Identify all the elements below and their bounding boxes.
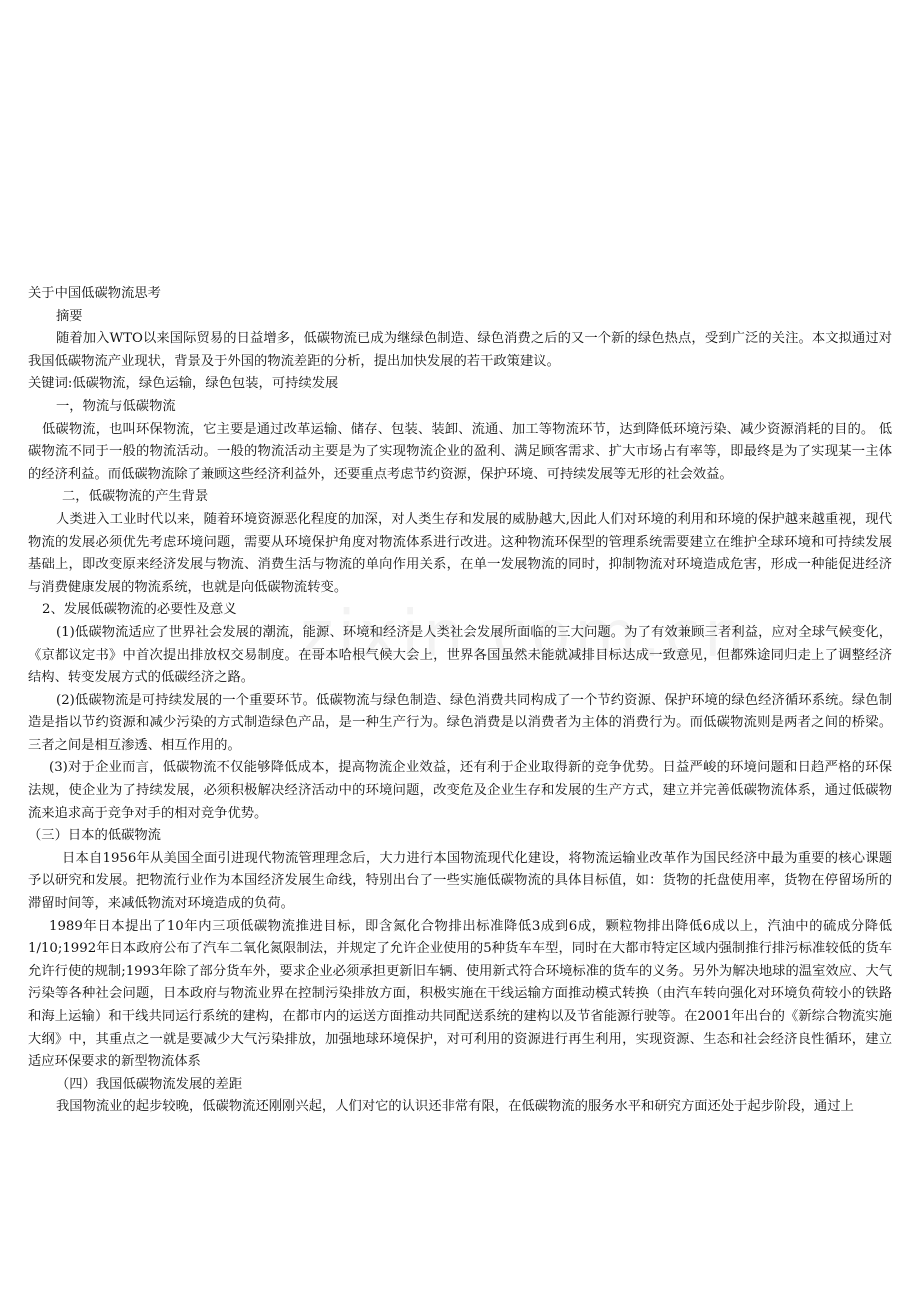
section-paragraph-2: 人类进入工业时代以来，随着环境资源恶化程度的加深，对人类生存和发展的威胁越大,因此人们对环境的利用和环境的保护越来越重视，现代物流的发展必须优先考虑环境问题，需要从环境保护角度对物流体系进行改进。这种物流环保型的管理系统需要建立在维护全球环境和可持续发展基础上，即改变原来经济发展与物流、消费生活与物流的单向作用关系，在单一发展物流的同时，抑制物流对环境造成危害，形成一种能促进经济与消费健康发展的物流系统，也就是向低碳物流转变。 — [28, 511, 892, 595]
china-paragraph-1: 我国物流业的起步较晚，低碳物流还刚刚兴起，人们对它的认识还非常有限，在低碳物流的服务水平和研究方面还处于起步阶段，通过上 — [56, 1099, 854, 1115]
abstract-paragraph: 随着加入WTO以来国际贸易的日益增多，低碳物流已成为继绿色制造、绿色消费之后的又一个新的绿色热点，受到广泛的关注。本文拟通过对我国低碳物流产业现状，背景及于外国的物流差距的分析，提出加快发展的若干政策建议。 — [28, 331, 892, 369]
document-body — [28, 283, 892, 1119]
abstract-heading: 摘要 — [56, 308, 83, 324]
keywords-line: 关键词:低碳物流，绿色运输，绿色包装，可持续发展 — [28, 376, 339, 392]
section-heading-5: （四）我国低碳物流发展的差距 — [56, 1076, 243, 1092]
point-paragraph-2: (2)低碳物流是可持续发展的一个重要环节。低碳物流与绿色制造、绿色消费共同构成了一个节约资源、保护环境的绿色经济循环系统。绿色制造是指以节约资源和减少污染的方式制造绿色产品，是一种生产行为。绿色消费是以消费者为主体的消费行为。而低碳物流则是两者之间的桥梁。三者之间是相互渗透、相互作用的。 — [28, 692, 892, 753]
document-title: 关于中国低碳物流思考 — [28, 286, 161, 301]
section-heading-2: 二，低碳物流的产生背景 — [62, 489, 209, 505]
japan-paragraph-2: 1989年日本提出了10年内三项低碳物流推进目标，即含氮化合物排出标准降低3成到6成，颗粒物排出降低6成以上，汽油中的硫成分降低1/10;1992年日本政府公布了汽车二氧化氮限制法，并规定了允许企业使用的5种货车车型，同时在大都市特定区域内强制推行排污标准较低的货车允许行使的规制;1993年除了部分货车外，要求企业必须承担更新旧车辆、使用新式符合环境标准的货车的义务。另外为解决地球的温室效应、大气污染等各种社会问题，日本政府与物流业界在控制污染排放方面，积极实施在干线运输方面推动模式转换（由汽车转向强化对环境负荷较小的铁路和海上运输）和干线共同运行系统的建构，在都市内的运送方面推动共同配送系统的建构以及节省能源行驶等。在2001年出台的《新综合物流实施大纲》中，其重点之一就是要减少大气污染排放，加强地球环境保护，对可利用的资源进行再生利用，实现资源、生态和社会经济良性循环，建立适应环保要求的新型物流体系 — [28, 918, 892, 1070]
point-paragraph-3: (3)对于企业而言，低碳物流不仅能够降低成本，提高物流企业效益，还有利于企业取得新的竞争优势。日益严峻的环境问题和日趋严格的环保法规，使企业为了持续发展，必须积极解决经济活动中的环境问题，改变危及企业生存和发展的生产方式，建立并完善低碳物流体系，通过低碳物流来追求高于竞争对手的相对竞争优势。 — [28, 760, 892, 821]
section-heading-4: （三）日本的低碳物流 — [28, 828, 161, 844]
section-paragraph-1: 低碳物流，也叫环保物流，它主要是通过改革运输、储存、包装、装卸、流通、加工等物流环节，达到降低环境污染、减少资源消耗的目的。 低碳物流不同于一般的物流活动。一般的物流活动主要是为了实现物流企业的盈利、满足顾客需求、扩大市场占有率等，即最终是为了实现某一主体的经济利益。而低碳物流除了兼顾这些经济利益外，还要重点考虑节约资源，保护环境、可持续发展等无形的社会效益。 — [28, 421, 892, 482]
section-heading-3: 2、发展低碳物流的必要性及意义 — [42, 602, 237, 618]
point-paragraph-1: (1)低碳物流适应了世界社会发展的潮流，能源、环境和经济是人类社会发展所面临的三大问题。为了有效兼顾三者利益，应对全球气候变化，《京都议定书》中首次提出排放权交易制度。在哥本哈根气候大会上，世界各国虽然未能就减排目标达成一致意见，但都殊途同归走上了调整经济结构、转变发展方式的低碳经济之路。 — [28, 624, 892, 686]
section-heading-1: 一，物流与低碳物流 — [56, 398, 176, 414]
japan-paragraph-1: 日本自1956年从美国全面引进现代物流管理理念后，大力进行本国物流现代化建设，将物流运输业改革作为国民经济中最为重要的核心课题予以研究和发展。把物流行业作为本国经济发展生命线，特别出台了一些实施低碳物流的具体目标值，如：货物的托盘使用率，货物在停留场所的滞留时间等，来减低物流对环境造成的负荷。 — [28, 850, 892, 912]
